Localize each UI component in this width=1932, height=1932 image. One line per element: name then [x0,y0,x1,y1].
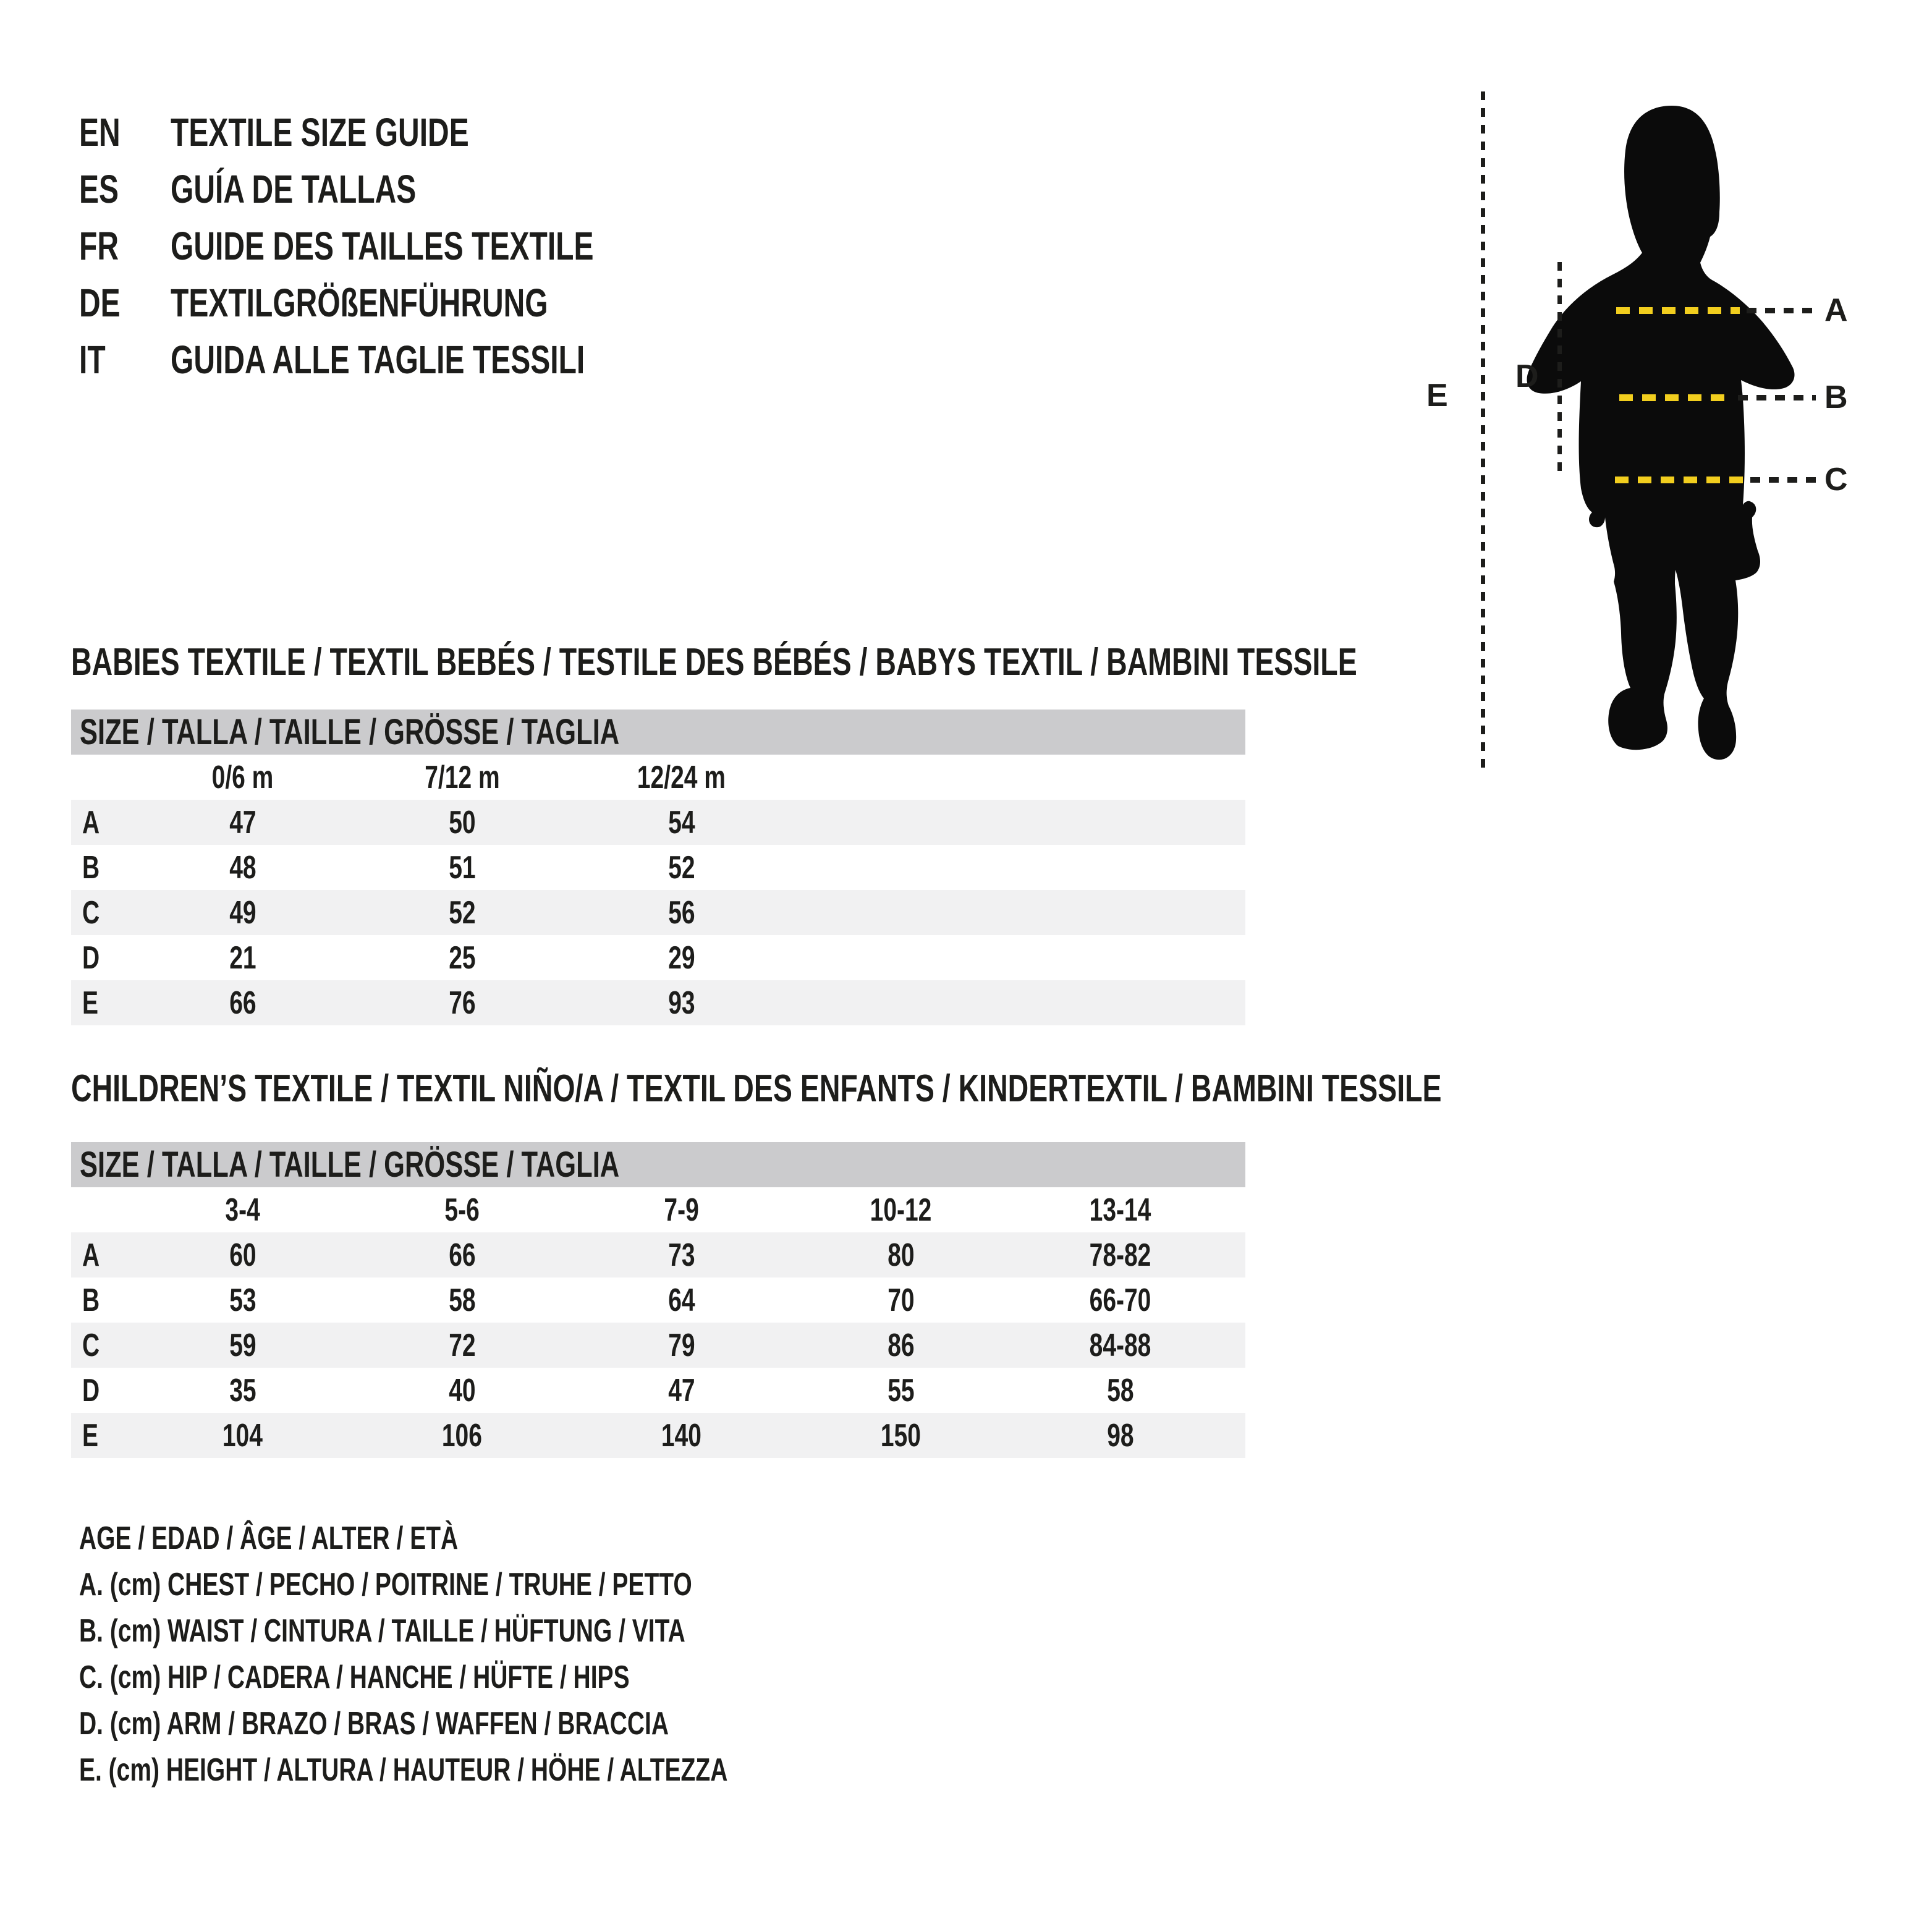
table-row: E 104 106 140 150 98 [71,1413,1245,1458]
table-row: C 59 72 79 86 84-88 [71,1323,1245,1368]
table-row: C 49 52 56 [71,890,1245,935]
arm-measure-line-d [1557,262,1562,477]
babies-col-2: 12/24 m [637,759,726,795]
legend-hip: C. (cm) HIP / CADERA / HANCHE / HÜFTE / HIPS [79,1659,630,1695]
chest-measure-line-a [1616,307,1740,314]
children-col-1: 5-6 [444,1192,480,1228]
children-col-0: 3-4 [225,1192,260,1228]
table-row: D 21 25 29 [82,939,695,976]
table-row: A 47 50 54 [71,800,1245,845]
table-row: B 53 58 64 70 66-70 [82,1282,1151,1318]
legend-age: AGE / EDAD / ÂGE / ALTER / ETÀ [79,1520,459,1556]
table-row: D 35 40 47 55 58 [82,1372,1134,1409]
label-b: B [1824,379,1848,415]
language-header [79,104,735,388]
babies-section-title: BABIES TEXTILE / TEXTIL BEBÉS / TESTILE DES BÉBÉS / BABYS TEXTIL / BAMBINI TESSILE [71,641,1357,684]
children-size-table [71,1142,1245,1458]
lang-row-en [79,104,735,161]
waist-measure-line-b [1619,394,1731,401]
legend-chest: A. (cm) CHEST / PECHO / POITRINE / TRUHE / PETTO [79,1567,692,1603]
title-de: TEXTILGRÖßENFÜHRUNG [171,281,548,325]
title-fr: GUIDE DES TAILLES TEXTILE [171,224,594,268]
babies-size-header-bar: SIZE / TALLA / TAILLE / GRÖSSE / TAGLIA [71,710,1245,755]
babies-size-table [71,710,1245,1025]
hip-leader-line-c [1750,477,1816,483]
babies-col-0: 0/6 m [211,759,274,795]
lang-code-fr: FR [79,224,119,268]
children-col-3: 10-12 [870,1192,932,1228]
babies-column-header-row [71,755,1245,800]
lang-code-es: ES [79,167,119,211]
children-col-2: 7-9 [664,1192,699,1228]
title-en: TEXTILE SIZE GUIDE [171,110,469,155]
label-e: E [1426,378,1448,413]
table-row: A 60 66 73 80 78-82 [71,1232,1245,1277]
lang-code-en: EN [79,110,121,155]
title-it: GUIDA ALLE TAGLIE TESSILI [171,337,585,382]
title-es: GUÍA DE TALLAS [171,167,417,211]
label-a: A [1824,292,1848,328]
chest-leader-line-a [1747,308,1816,313]
lang-row-fr [79,218,735,274]
lang-code-it: IT [79,337,106,382]
waist-leader-line-b [1738,395,1816,400]
babies-col-1: 7/12 m [424,759,500,795]
table-row: E 66 76 93 [71,980,1245,1025]
children-section-title: CHILDREN’S TEXTILE / TEXTIL NIÑO/A / TEXTIL DES ENFANTS / KINDERTEXTIL / BAMBINI TESSILE [71,1067,1442,1110]
children-col-4: 13-14 [1089,1192,1151,1228]
lang-row-de [79,274,735,331]
children-column-header-row [71,1187,1245,1232]
legend-waist: B. (cm) WAIST / CINTURA / TAILLE / HÜFTUNG / VITA [79,1613,685,1649]
label-c: C [1824,462,1848,498]
lang-row-it [79,331,735,388]
label-d: D [1515,358,1539,394]
measurement-legend [79,1515,944,1794]
hip-measure-line-c [1615,477,1743,483]
legend-arm: D. (cm) ARM / BRAZO / BRAS / WAFFEN / BRACCIA [79,1706,669,1742]
lang-code-de: DE [79,281,121,325]
children-size-header-bar: SIZE / TALLA / TAILLE / GRÖSSE / TAGLIA [71,1142,1245,1187]
table-row: B 48 51 52 [82,849,695,886]
legend-height: E. (cm) HEIGHT / ALTURA / HAUTEUR / HÖHE / ALTEZZA [79,1752,728,1788]
lang-row-es [79,161,735,218]
